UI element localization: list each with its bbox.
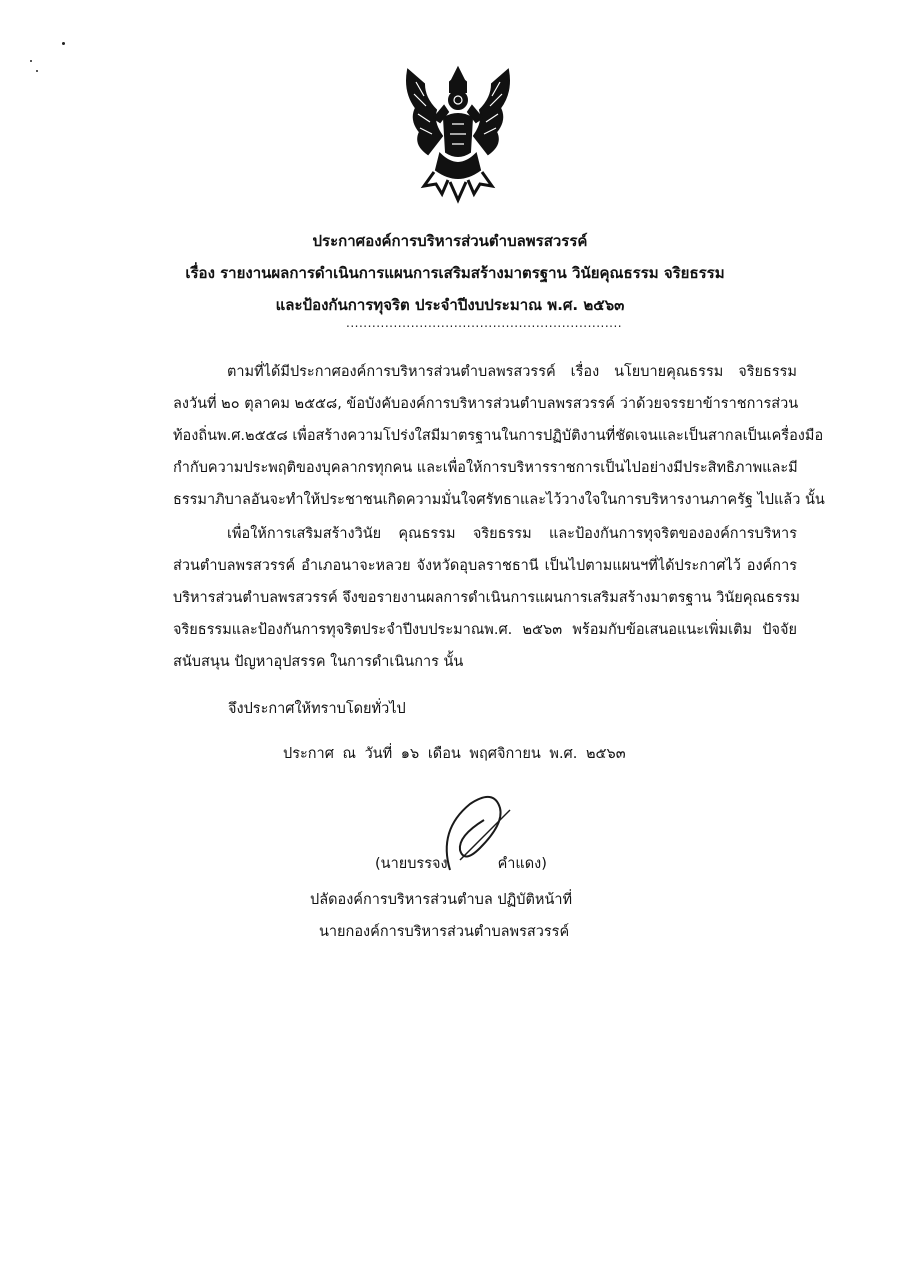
paragraph-line: ท้องถิ่นพ.ศ.๒๕๕๘ เพื่อสร้างความโปร่งใสมีมาตรฐานในการปฏิบัติงานที่ชัดเจนและเป็นสากลเป็นเครื่องมือ	[173, 428, 824, 444]
signatory-surname: คำแดง)	[497, 856, 547, 872]
announcement-heading	[0, 225, 900, 321]
paragraph-line: กำกับความประพฤติของบุคลากรทุกคน และเพื่อให้การบริหารราชการเป็นไปอย่างมีประสิทธิภาพและมี	[173, 460, 798, 476]
paragraph-line: ส่วนตำบลพรสวรรค์ อำเภอนาจะหลวย จังหวัดอุบลราชธานี เป็นไปตามแผนฯที่ได้ประกาศไว้ องค์การ	[173, 558, 797, 574]
paragraph-line: สนับสนุน ปัญหาอุปสรรค ในการดำเนินการ นั้น	[173, 654, 464, 670]
paragraph-1	[173, 356, 825, 516]
heading-subject: เรื่อง รายงานผลการดำเนินการแผนการเสริมสร้างมาตรฐาน วินัยคุณธรรม จริยธรรม	[185, 264, 725, 282]
position-line-2: นายกองค์การบริหารส่วนตำบลพรสวรรค์	[319, 924, 570, 940]
signatory-name	[375, 852, 547, 875]
paragraph-line: ลงวันที่ ๒๐ ตุลาคม ๒๕๕๘, ข้อบังคับองค์การบริหารส่วนตำบลพรสวรรค์ ว่าด้วยจรรยาข้าราชการส่วน	[173, 396, 799, 412]
paragraph-2	[173, 518, 800, 678]
paragraph-line: จริยธรรมและป้องกันการทุจริตประจำปีงบประมาณพ.ศ. ๒๕๖๓ พร้อมกับข้อเสนอแนะเพิ่มเติม ปัจจัย	[173, 622, 797, 638]
paragraph-line: เพื่อให้การเสริมสร้างวินัย คุณธรรม จริยธรรม และป้องกันการทุจริตขององค์การบริหาร	[227, 526, 797, 542]
heading-line-3: และป้องกันการทุจริต ประจำปีงบประมาณ พ.ศ. ๒๕๖๓	[275, 296, 625, 314]
scan-speck	[62, 42, 65, 45]
paragraph-line: บริหารส่วนตำบลพรสวรรค์ จึงขอรายงานผลการดำเนินการแผนการเสริมสร้างมาตรฐาน วินัยคุณธรรม	[173, 590, 800, 606]
closing-statement: จึงประกาศให้ทราบโดยทั่วไป	[228, 701, 406, 717]
signatory-first-name: (นายบรรจง	[375, 856, 448, 872]
announcement-date: ประกาศ ณ วันที่ ๑๖ เดือน พฤศจิกายน พ.ศ. ๒๕๖๓	[283, 746, 626, 762]
garuda-emblem-icon	[394, 62, 522, 204]
scan-speck	[30, 60, 32, 62]
heading-line-1: ประกาศองค์การบริหารส่วนตำบลพรสวรรค์	[312, 232, 588, 250]
position-line-1: ปลัดองค์การบริหารส่วนตำบล ปฏิบัติหน้าที่	[310, 892, 573, 908]
signatory-position	[310, 884, 572, 948]
scan-speck	[36, 70, 38, 72]
paragraph-line: ตามที่ได้มีประกาศองค์การบริหารส่วนตำบลพรสวรรค์ เรื่อง นโยบายคุณธรรม จริยธรรม	[227, 364, 797, 380]
paragraph-line: ธรรมาภิบาลอันจะทำให้ประชาชนเกิดความมั่นใจศรัทธาและไว้วางใจในการบริหารงานภาครัฐ ไปแล้ว นั้น	[173, 492, 825, 508]
dotted-divider: ................................................................	[346, 316, 623, 330]
